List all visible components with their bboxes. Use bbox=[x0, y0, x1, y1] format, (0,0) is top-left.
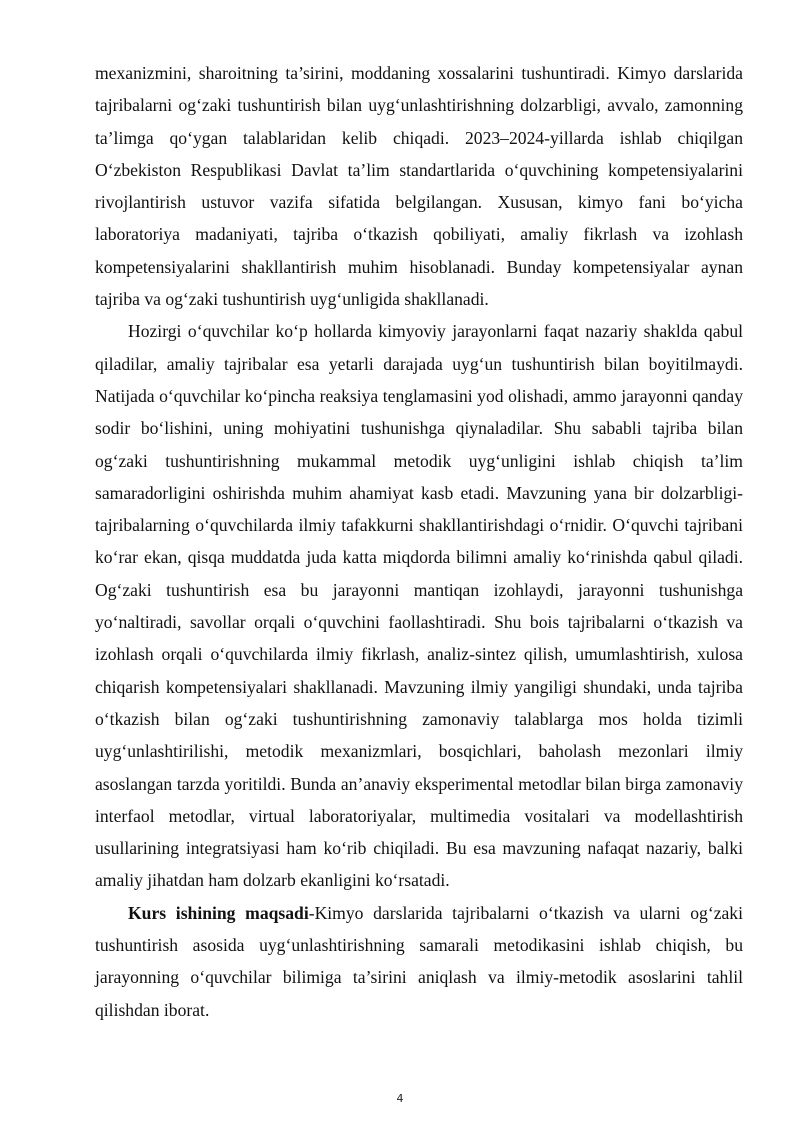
page-number: 4 bbox=[396, 1092, 404, 1105]
paragraph-goal bbox=[95, 897, 743, 1026]
goal-text: -Kimyo darslarida tajribalarni o‘tkazish va ularni og‘zaki tushuntirish asosida uyg‘unlashtirishning samarali metodikasini ishlab chiqish, bu jarayonning o‘quvchilar bilimiga ta’sirini aniqlash va ilmiy-metodik asoslarini tahlil qilishdan iborat. bbox=[95, 902, 743, 1020]
paragraph-continuation: mexanizmini, sharoitning ta’sirini, moddaning xossalarini tushuntiradi. Kimyo darslarida tajribalarni og‘zaki tushuntirish bilan uyg‘unlashtirishning dolzarbligi, avvalo, zamonning ta’limga qo‘ygan talablaridan kelib chiqadi. 2023–2024-yillarda ishlab chiqilgan O‘zbekiston Respublikasi Davlat ta’lim standartlarida o‘quvchining kompetensiyalarini rivojlantirish ustuvor vazifa sifatida belgilangan. Xususan, kimyo fani bo‘yicha laboratoriya madaniyati, tajriba o‘tkazish qobiliyati, amaliy fikrlash va izohlash kompetensiyalarini shakllantirish muhim hisoblanadi. Bunday kompetensiyalar aynan tajriba va og‘zaki tushuntirish uyg‘unligida shakllanadi. bbox=[95, 63, 743, 310]
paragraph-relevance: Hozirgi o‘quvchilar ko‘p hollarda kimyoviy jarayonlarni faqat nazariy shaklda qabul qiladilar, amaliy tajribalar esa yetarli darajada uyg‘un tushuntirish bilan boyitilmaydi. Natijada o‘quvchilar ko‘pincha reaksiya tenglamasini yod olishadi, ammo jarayonni qanday sodir bo‘lishini, uning mohiyatini tushunishga qiynaladilar. Shu sababli tajriba bilan og‘zaki tushuntirishning mukammal metodik uyg‘unligini ishlab chiqish ta’lim samaradorligini oshirishda muhim ahamiyat kasb etadi. Mavzuning yana bir dolzarbligi-tajribalarning o‘quvchilarda ilmiy tafakkurni shakllantirishdagi o‘rnidir. O‘quvchi tajribani ko‘rar ekan, qisqa muddatda juda katta miqdorda bilimni amaliy ko‘rinishda qabul qiladi. Og‘zaki tushuntirish esa bu jarayonni mantiqan izohlaydi, jarayonni tushunishga yo‘naltiradi, savollar orqali o‘quvchini faollashtiradi. Shu bois tajribalarni o‘tkazish va izohlash orqali o‘quvchilarda ilmiy fikrlash, analiz-sintez qilish, umumlashtirish, xulosa chiqarish kompetensiyalari shakllanadi. Mavzuning ilmiy yangiligi shundaki, unda tajriba o‘tkazish bilan og‘zaki tushuntirishning zamonaviy talablarga mos holda tizimli uyg‘unlashtirilishi, metodik mexanizmlari, bosqichlari, baholash mezonlari ilmiy asoslangan tarzda yoritildi. Bunda an’anaviy eksperimental metodlar bilan birga zamonaviy interfaol metodlar, virtual laboratoriyalar, multimedia vositalari va modellashtirish usullarining integratsiyasi ham ko‘rib chiqiladi. Bu esa mavzuning nafaqat nazariy, balki amaliy jihatdan ham dolzarb ekanligini ko‘rsatadi. bbox=[95, 321, 743, 891]
goal-label: Kurs ishining maqsadi bbox=[128, 902, 309, 923]
document-page bbox=[95, 57, 743, 1026]
